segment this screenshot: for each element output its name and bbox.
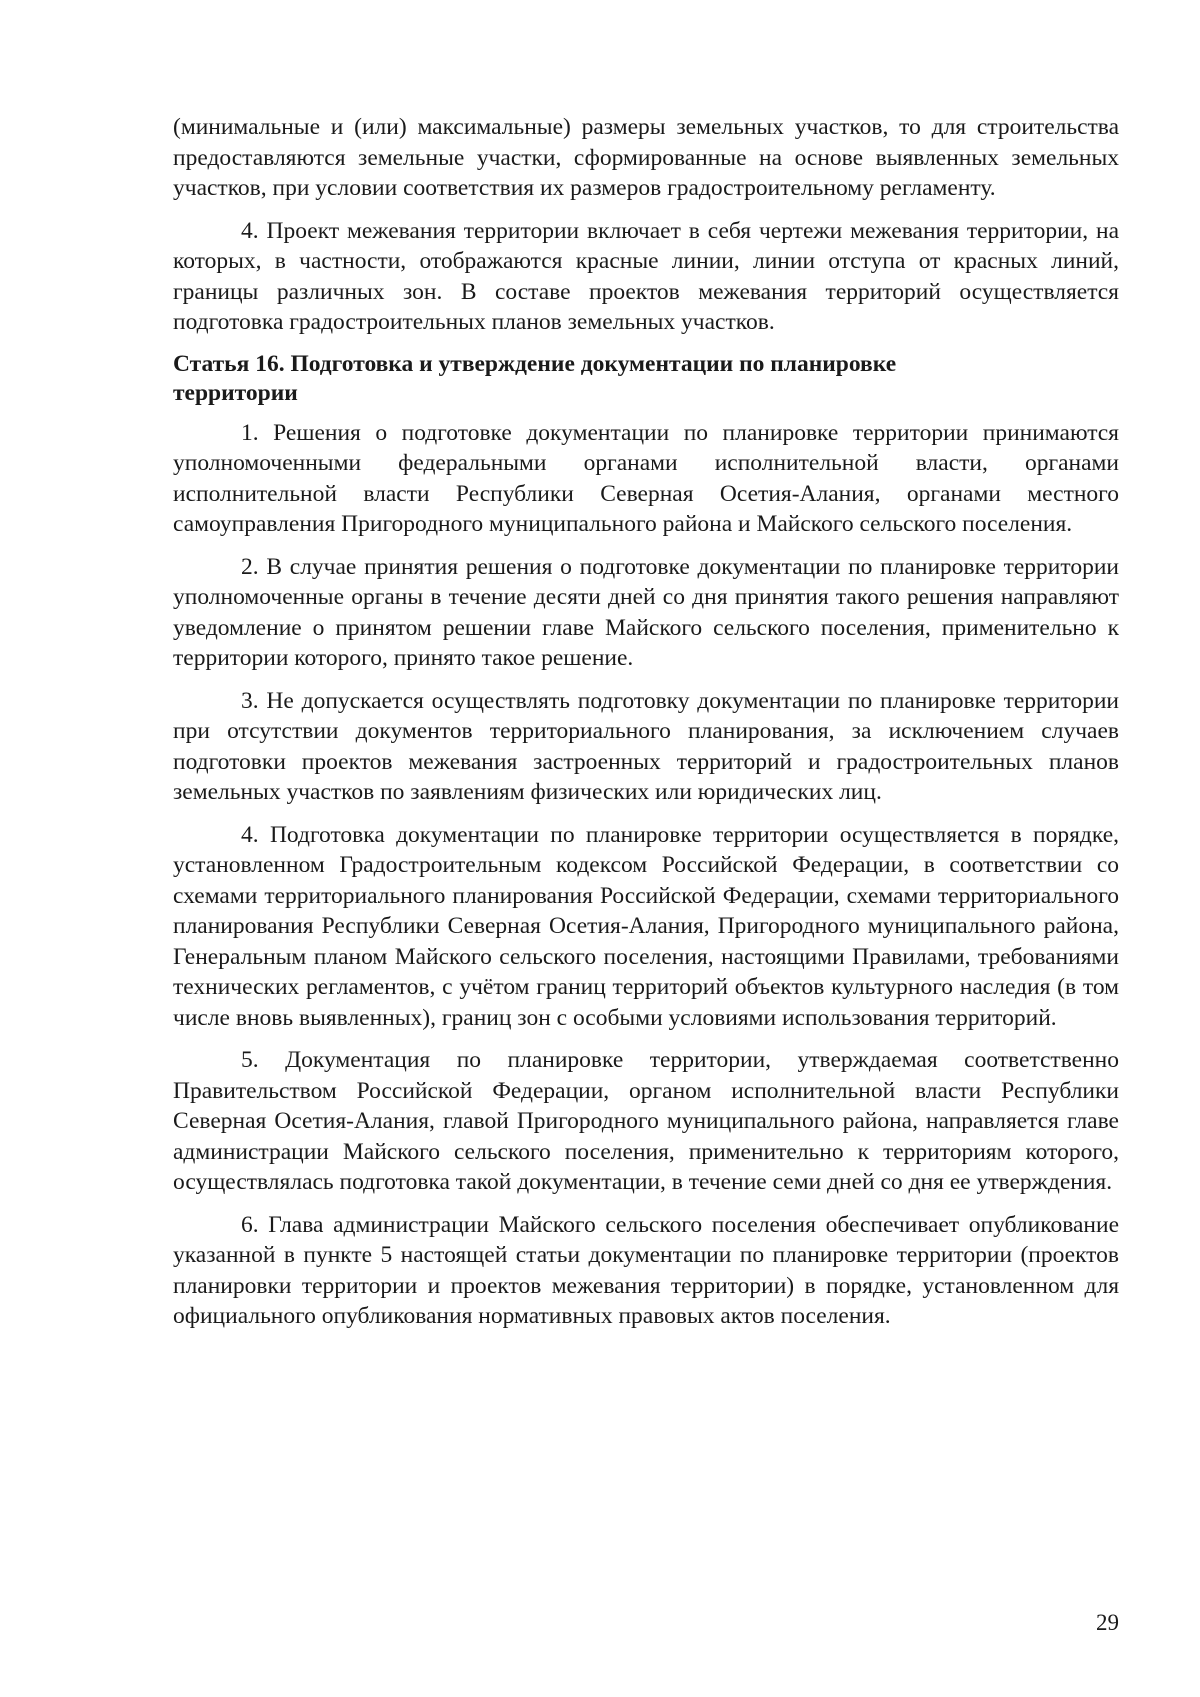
paragraph-item-2: 2. В случае принятия решения о подготовке документации по планировке территории уполномоченные органы в течение десяти дней со дня принятия такого решения направляют уведомление о принятом решении главе Майского сельского поселения, применительно к территории которого, принято такое решение.: [173, 553, 1119, 671]
article-16-heading: Статья 16. Подготовка и утверждение документации по планировке территории: [173, 350, 897, 406]
paragraph-item-1: 1. Решения о подготовке документации по планировке территории принимаются уполномоченными федеральными органами исполнительной власти, органами исполнительной власти Республики Северная Осетия-Алания, органами местного самоуправления Пригородного муниципального района и Майского сельского поселения.: [173, 419, 1119, 537]
paragraph-item-6: 6. Глава администрации Майского сельского поселения обеспечивает опубликование указанной в пункте 5 настоящей статьи документации по планировке территории (проектов планировки территории и проектов межевания территории) в порядке, установленном для официального опубликования нормативных правовых актов поселения.: [173, 1211, 1119, 1329]
paragraph-item-5: 5. Документация по планировке территории, утверждаемая соответственно Правительством Российской Федерации, органом исполнительной власти Республики Северная Осетия-Алания, главой Пригородного муниципального района, направляется главе администрации Майского сельского поселения, применительно к территориям которого, осуществлялась подготовка такой документации, в течение семи дней со дня ее утверждения.: [173, 1047, 1119, 1195]
paragraph-item-3: 3. Не допускается осуществлять подготовку документации по планировке территории при отсутствии документов территориального планирования, за исключением случаев подготовки проектов межевания застроенных территорий и градостроительных планов земельных участков по заявлениям физических или юридических лиц.: [173, 687, 1119, 805]
document-page: [173, 112, 1119, 1344]
page-number: 29: [1096, 1610, 1119, 1635]
paragraph-item-4-survey-project: 4. Проект межевания территории включает в себя чертежи межевания территории, на которых, в частности, отображаются красные линии, линии отступа от красных линий, границы различных зон. В составе проектов межевания территорий осуществляется подготовка градостроительных планов земельных участков.: [173, 217, 1119, 335]
paragraph-item-4: 4. Подготовка документации по планировке территории осуществляется в порядке, установленном Градостроительным кодексом Российской Федерации, в соответствии со схемами территориального планирования Российской Федерации, схемами территориального планирования Республики Северная Осетия-Алания, Пригородного муниципального района, Генеральным планом Майского сельского поселения, настоящими Правилами, требованиями технических регламентов, с учётом границ территорий объектов культурного наследия (в том числе вновь выявленных), границ зон с особыми условиями использования территорий.: [173, 821, 1119, 1031]
paragraph-continuation: (минимальные и (или) максимальные) размеры земельных участков, то для строительства предоставляются земельные участки, сформированные на основе выявленных земельных участков, при условии соответствия их размеров градостроительному регламенту.: [173, 114, 1119, 201]
